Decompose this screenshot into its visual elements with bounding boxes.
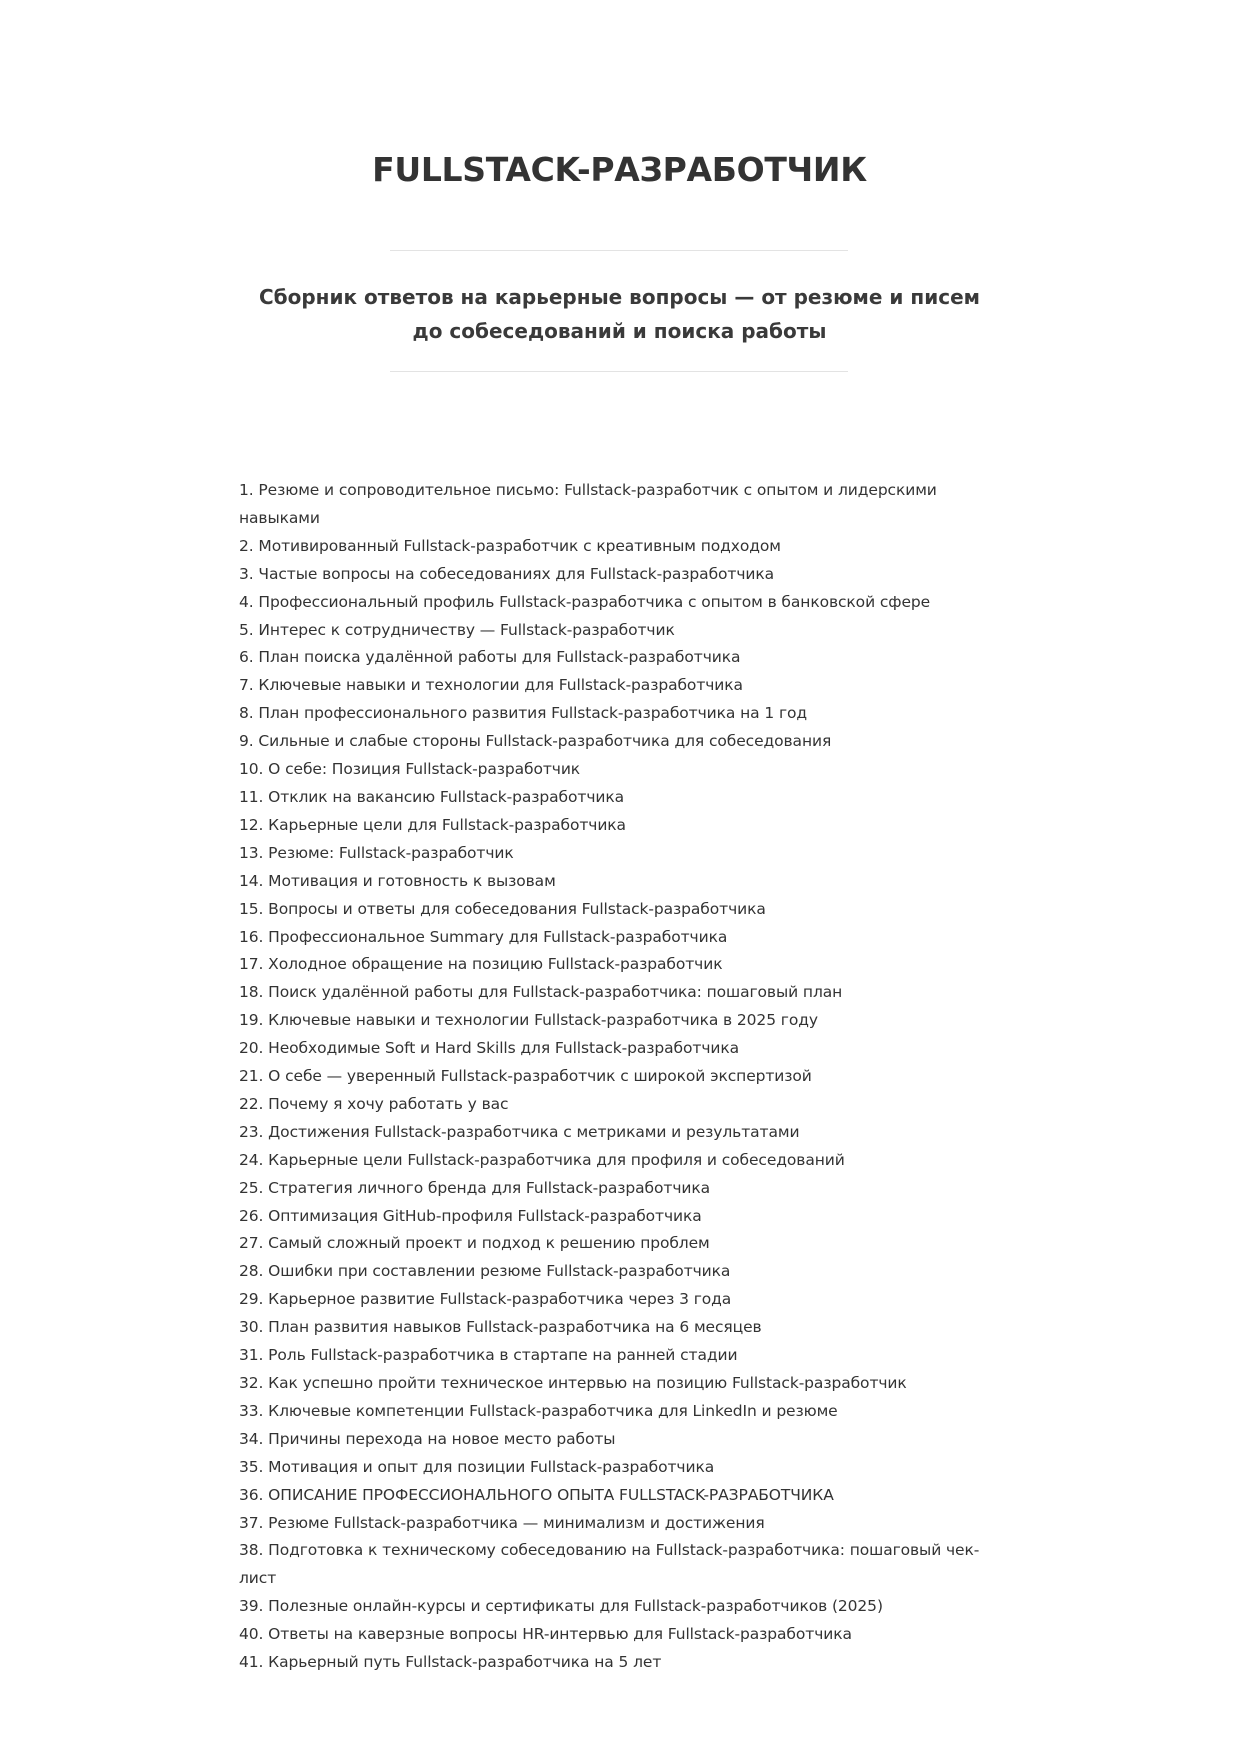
document-subtitle: Сборник ответов на карьерные вопросы — от резюме и писем до собеседований и поиска работы [258, 285, 981, 343]
toc-item: 32. Как успешно пройти техническое интервью на позицию Fullstack-разработчик [239, 1374, 907, 1392]
toc-item: 33. Ключевые компетенции Fullstack-разработчика для LinkedIn и резюме [239, 1401, 838, 1420]
toc-item: 16. Профессиональное Summary для Fullstack-разработчика [239, 927, 728, 946]
toc-item: 26. Оптимизация GitHub-профиля Fullstack-разработчика [239, 1206, 702, 1225]
toc-item: 18. Поиск удалённой работы для Fullstack-разработчика: пошаговый план [239, 983, 843, 1002]
toc-item: 27. Самый сложный проект и подход к решению проблем [239, 1234, 710, 1253]
table-of-contents [239, 477, 984, 1677]
toc-item: 20. Необходимые Soft и Hard Skills для Fullstack-разработчика [239, 1039, 740, 1058]
toc-item: 14. Мотивация и готовность к вызовам [239, 871, 556, 890]
toc-item: 25. Стратегия личного бренда для Fullstack-разработчика [239, 1178, 711, 1197]
toc-item: 23. Достижения Fullstack-разработчика с метриками и результатами [239, 1122, 800, 1141]
toc-item: 7. Ключевые навыки и технологии для Fullstack-разработчика [239, 676, 743, 695]
toc-item: 13. Резюме: Fullstack-разработчик [239, 843, 514, 862]
toc-item: 39. Полезные онлайн-курсы и сертификаты для Fullstack-разработчиков (2025) [239, 1597, 883, 1616]
toc-item: 37. Резюме Fullstack-разработчика — минимализм и достижения [239, 1513, 765, 1532]
title-divider-bottom [390, 371, 848, 372]
document-title: FULLSTACK-РАЗРАБОТЧИК [372, 150, 867, 189]
toc-item: 10. О себе: Позиция Fullstack-разработчик [239, 760, 581, 779]
toc-item: 22. Почему я хочу работать у вас [239, 1094, 509, 1113]
toc-item: 12. Карьерные цели для Fullstack-разработчика [239, 815, 626, 834]
toc-item: 41. Карьерный путь Fullstack-разработчика на 5 лет [239, 1653, 662, 1672]
toc-item: 40. Ответы на каверзные вопросы HR-интервью для Fullstack-разработчика [239, 1625, 852, 1644]
toc-item: 4. Профессиональный профиль Fullstack-разработчика с опытом в банковской сфере [239, 592, 931, 611]
toc-item: 11. Отклик на вакансию Fullstack-разработчика [239, 787, 625, 806]
toc-item: 15. Вопросы и ответы для собеседования Fullstack-разработчика [239, 899, 766, 918]
toc-item: 36. ОПИСАНИЕ ПРОФЕССИОНАЛЬНОГО ОПЫТА FULLSTACK-РАЗРАБОТЧИКА [239, 1485, 834, 1504]
toc-item: 28. Ошибки при составлении резюме Fullstack-разработчика [239, 1262, 731, 1281]
title-divider-top [390, 250, 848, 251]
toc-item: 9. Сильные и слабые стороны Fullstack-разработчика для собеседования [239, 732, 832, 751]
toc-item: 29. Карьерное развитие Fullstack-разработчика через 3 года [239, 1290, 732, 1309]
toc-item: 8. План профессионального развития Fullstack-разработчика на 1 год [239, 704, 808, 723]
toc-item: 30. План развития навыков Fullstack-разработчика на 6 месяцев [239, 1318, 762, 1337]
toc-item: 1. Резюме и сопроводительное письмо: Fullstack-разработчик с опытом и лидерскими навыками [239, 481, 937, 527]
toc-item: 19. Ключевые навыки и технологии Fullstack-разработчика в 2025 году [239, 1011, 818, 1030]
toc-item: 35. Мотивация и опыт для позиции Fullstack-разработчика [239, 1457, 715, 1476]
toc-item: 3. Частые вопросы на собеседованиях для Fullstack-разработчика [239, 564, 775, 583]
toc-item: 5. Интерес к сотрудничеству — Fullstack-разработчик [239, 620, 675, 639]
toc-item: 21. О себе — уверенный Fullstack-разработчик с широкой экспертизой [239, 1067, 812, 1086]
toc-item: 6. План поиска удалённой работы для Fullstack-разработчика [239, 648, 741, 667]
toc-item: 17. Холодное обращение на позицию Fullstack-разработчик [239, 955, 723, 974]
toc-item: 2. Мотивированный Fullstack-разработчик с креативным подходом [239, 536, 781, 555]
toc-item: 34. Причины перехода на новое место работы [239, 1429, 616, 1448]
toc-item: 38. Подготовка к техническому собеседованию на Fullstack-разработчика: пошаговый чек-лист [239, 1541, 980, 1588]
toc-item: 24. Карьерные цели Fullstack-разработчика для профиля и собеседований [239, 1150, 845, 1169]
toc-item: 31. Роль Fullstack-разработчика в стартапе на ранней стадии [239, 1346, 738, 1365]
